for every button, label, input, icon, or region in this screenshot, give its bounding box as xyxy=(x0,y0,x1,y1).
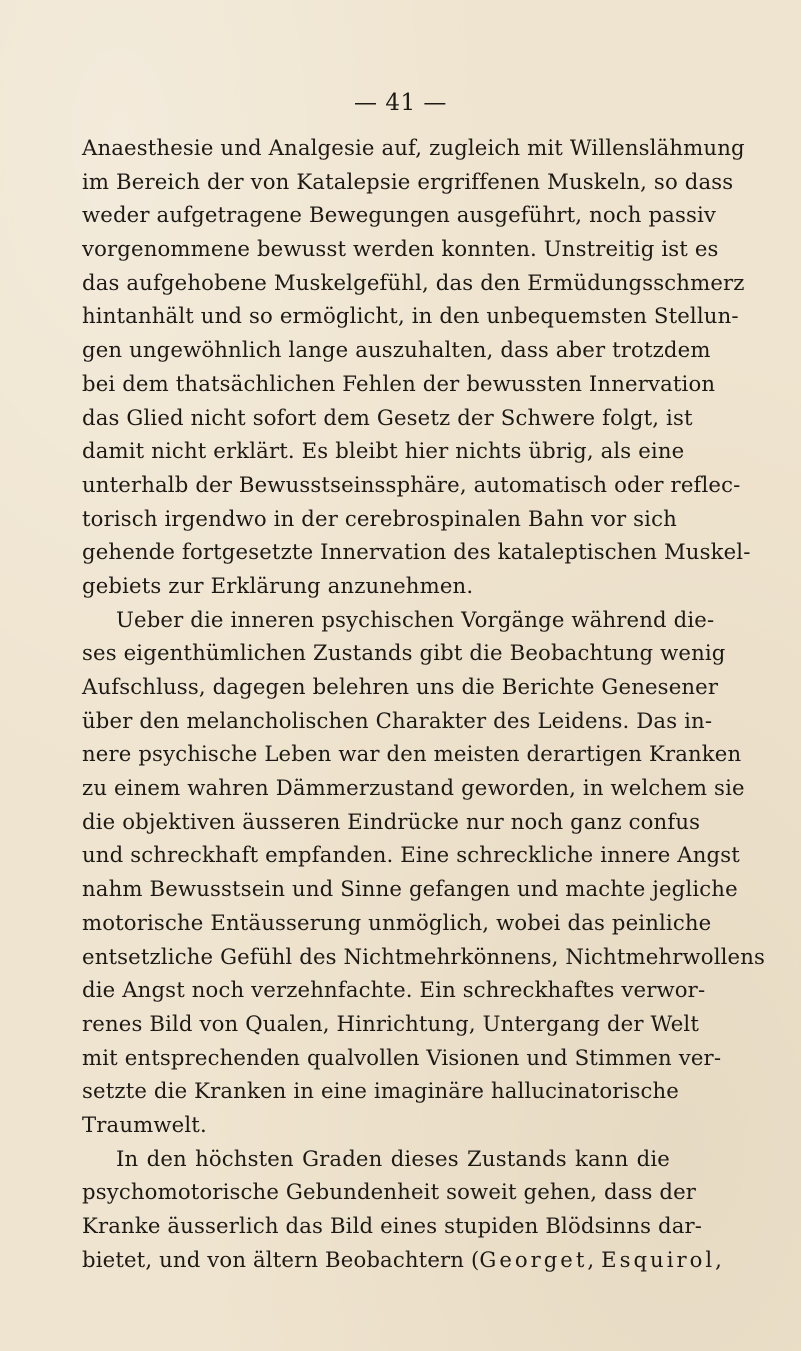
text-line: renes Bild von Qualen, Hinrichtung, Untergang der Welt xyxy=(82,1010,699,1036)
text-line: im Bereich der von Katalepsie ergriffenen Muskeln, so dass xyxy=(82,168,734,194)
text-line: gen ungewöhnlich lange auszuhalten, dass aber trotzdem xyxy=(82,337,711,363)
text-line: gebiets zur Erklärung anzunehmen. xyxy=(82,572,474,598)
text-line: nahm Bewusstsein und Sinne gefangen und machte jegliche xyxy=(82,876,738,902)
text-line: Aufschluss, dagegen belehren uns die Berichte Genesener xyxy=(82,674,719,699)
text-fragment: , xyxy=(715,1246,723,1272)
text-line: ses eigenthümlichen Zustands gibt die Beobachtung wenig xyxy=(82,640,726,666)
text-line: Kranke äusserlich das Bild eines stupiden Blödsinns dar- xyxy=(82,1213,703,1238)
text-line: nere psychische Leben war den meisten derartigen Kranken xyxy=(82,741,742,767)
text-line: mit entsprechenden qualvollen Visionen und Stimmen ver- xyxy=(82,1044,722,1070)
text-line: unterhalb der Bewusstseinssphäre, automatisch oder reflec- xyxy=(82,471,741,497)
text-line: In den höchsten Graden dieses Zustands kann die xyxy=(116,1145,670,1171)
text-line: vorgenommene bewusst werden konnten. Unstreitig ist es xyxy=(82,236,719,262)
text-line: motorische Entäusserung unmöglich, wobei das peinliche xyxy=(82,909,712,935)
text-line: Anaesthesie und Analgesie auf, zugleich mit Willenslähmung xyxy=(82,135,745,160)
text-line: das aufgehobene Muskelgefühl, das den Ermüdungsschmerz xyxy=(82,269,745,295)
text-line: weder aufgetragene Bewegungen ausgeführt, noch passiv xyxy=(82,202,717,228)
text-line: über den melancholischen Charakter des Leidens. Das in- xyxy=(82,707,713,733)
text-line: psychomotorische Gebundenheit soweit gehen, dass der xyxy=(82,1179,697,1205)
author-name-esquirol: Esquirol xyxy=(601,1246,716,1272)
text-line: bei dem thatsächlichen Fehlen der bewussten Innervation xyxy=(82,370,716,396)
text-line xyxy=(82,1243,723,1277)
text-fragment: bietet, und von ältern Beobachtern ( xyxy=(82,1246,480,1272)
page-number: — 41 — xyxy=(354,90,447,116)
text-line: hintanhält und so ermöglicht, in den unbequemsten Stellun- xyxy=(82,303,739,329)
text-line: entsetzliche Gefühl des Nichtmehrkönnens, Nichtmehrwollens xyxy=(82,943,766,969)
text-line: Traumwelt. xyxy=(82,1111,207,1137)
text-line: torisch irgendwo in der cerebrospinalen Bahn vor sich xyxy=(82,505,677,531)
text-line: gehende fortgesetzte Innervation des kataleptischen Muskel- xyxy=(82,539,751,565)
text-fragment: , xyxy=(587,1246,602,1272)
text-line: die Angst noch verzehnfachte. Ein schreckhaftes verwor- xyxy=(82,977,706,1003)
text-line: das Glied nicht sofort dem Gesetz der Schwere folgt, ist xyxy=(82,404,693,430)
body-text xyxy=(82,131,766,1276)
text-line: die objektiven äusseren Eindrücke nur noch ganz confus xyxy=(82,808,701,834)
text-line: damit nicht erklärt. Es bleibt hier nichts übrig, als eine xyxy=(82,438,685,464)
text-line: zu einem wahren Dämmerzustand geworden, in welchem sie xyxy=(82,775,745,801)
text-line: setzte die Kranken in eine imaginäre hallucinatorische xyxy=(82,1078,679,1104)
author-name-georget: Georget xyxy=(479,1246,588,1272)
text-line: Ueber die inneren psychischen Vorgänge während die- xyxy=(116,606,715,632)
text-line: und schreckhaft empfanden. Eine schreckliche innere Angst xyxy=(82,842,740,868)
